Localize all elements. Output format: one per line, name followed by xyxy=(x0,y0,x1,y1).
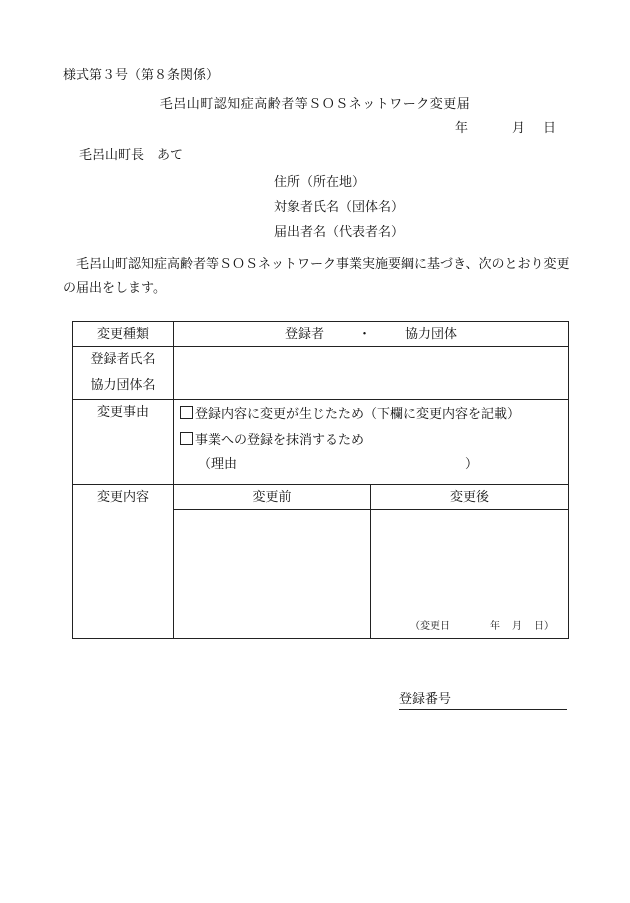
document-title: 毛呂山町認知症高齢者等ＳＯＳネットワーク変更届 xyxy=(159,97,471,112)
reason-label: 変更事由 xyxy=(73,400,174,485)
option-registrant[interactable]: 登録者 xyxy=(284,326,324,342)
name-input-cell[interactable] xyxy=(174,347,569,400)
form-id: 様式第３号（第８条関係） xyxy=(63,68,220,83)
checkbox-change[interactable] xyxy=(180,406,193,419)
addressee: 毛呂山町長 あて xyxy=(79,148,184,163)
option-separator: ・ xyxy=(358,326,372,342)
reason-options-cell xyxy=(174,400,569,485)
change-date-year: 年 xyxy=(490,621,501,632)
reason-note-open: （理由 xyxy=(198,457,238,472)
after-label: 変更後 xyxy=(371,485,569,510)
change-date-prefix: （変更日 xyxy=(410,621,451,632)
group-name-label: 協力団体名 xyxy=(90,378,156,393)
date-year: 年 xyxy=(455,121,469,136)
after-content-cell[interactable] xyxy=(371,510,569,639)
reason-option-change[interactable] xyxy=(180,406,562,432)
before-label: 変更前 xyxy=(174,485,371,510)
option-cooperating-group[interactable]: 協力団体 xyxy=(405,326,458,342)
reason-note[interactable] xyxy=(180,458,562,484)
name-labels-cell xyxy=(73,347,174,400)
content-label: 変更内容 xyxy=(73,485,174,639)
reason-option-cancel[interactable] xyxy=(180,432,562,458)
change-date xyxy=(410,622,554,632)
change-type-label: 変更種類 xyxy=(73,322,174,347)
subject-name-field[interactable]: 対象者氏名（団体名） xyxy=(274,200,405,215)
reason-cancel-text: 事業への登録を抹消するため xyxy=(195,433,365,448)
change-date-month: 月 xyxy=(512,621,523,632)
change-type-options[interactable] xyxy=(174,322,569,347)
before-content-cell[interactable] xyxy=(174,510,371,639)
reason-change-text: 登録内容に変更が生じたため（下欄に変更内容を記載） xyxy=(195,407,521,422)
date-line xyxy=(455,122,556,135)
change-form-table xyxy=(72,321,569,639)
address-field[interactable]: 住所（所在地） xyxy=(274,175,366,190)
change-date-day: 日） xyxy=(534,621,555,632)
registration-number-field[interactable]: 登録番号 xyxy=(399,693,567,710)
registrant-name-label: 登録者氏名 xyxy=(90,352,156,367)
submitter-name-field[interactable]: 届出者名（代表者名） xyxy=(274,225,405,240)
date-day: 日 xyxy=(543,121,557,136)
body-text: 毛呂山町認知症高齢者等ＳＯＳネットワーク事業実施要綱に基づき、次のとおり変更の届出をします。 xyxy=(63,257,570,296)
checkbox-cancel[interactable] xyxy=(180,432,193,445)
reason-note-close: ） xyxy=(465,457,479,472)
date-month: 月 xyxy=(512,121,526,136)
